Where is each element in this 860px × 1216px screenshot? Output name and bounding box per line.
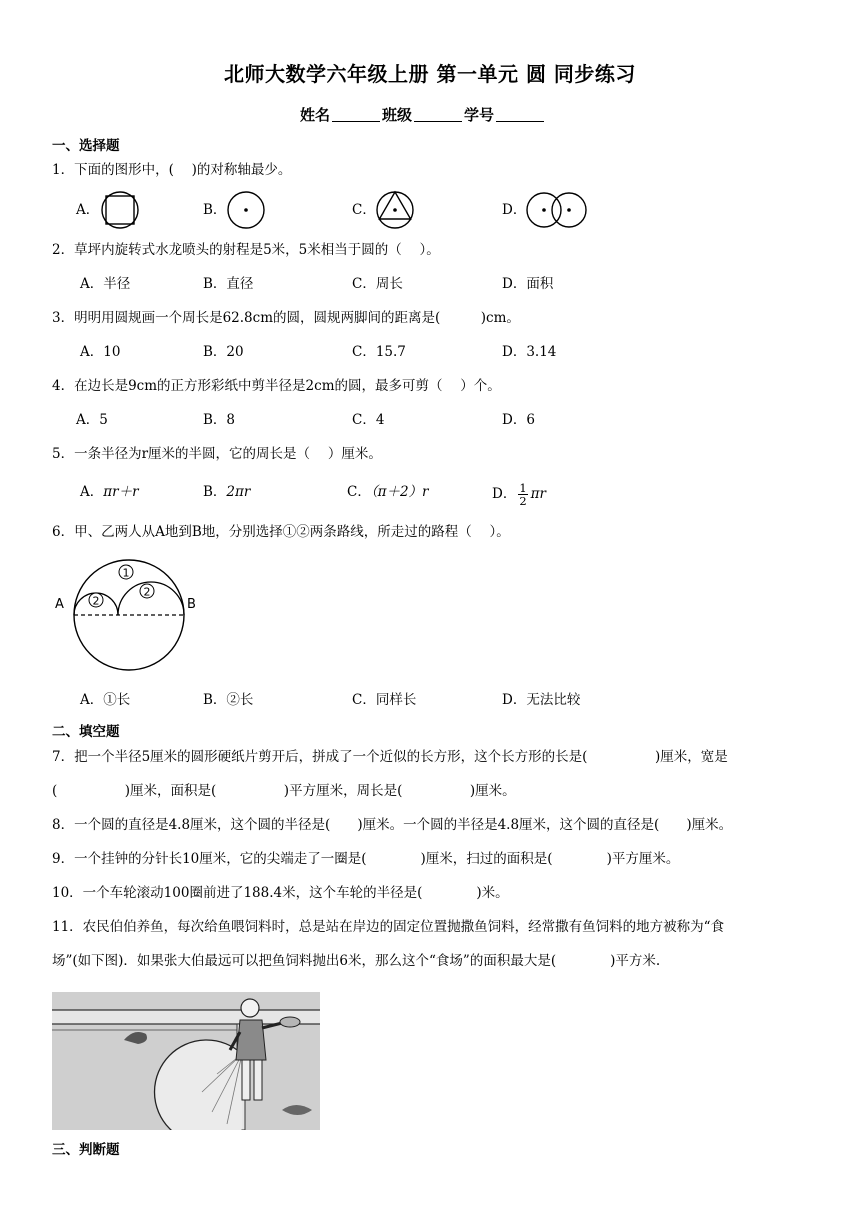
point-a-label: A [55, 597, 64, 612]
question-6-option-d[interactable]: D．无法比较 [502, 692, 581, 708]
question-5-option-d[interactable] [492, 482, 546, 507]
class-label: 班级 [382, 106, 413, 124]
question-1-option-c[interactable]: C． [352, 202, 376, 218]
question-6-option-c[interactable]: C．同样长 [352, 692, 417, 708]
route-2-label-left: 2 [92, 594, 100, 608]
two-overlapping-circles-icon [524, 191, 590, 229]
section-heading-true-false: 三、判断题 [52, 1142, 120, 1158]
circle-with-center-icon [224, 191, 270, 229]
question-8-text: 8．一个圆的直径是4.8厘米，这个圆的半径是( )厘米。一个圆的半径是4.8厘米，这个圆的直径是( )厘米。 [52, 817, 733, 833]
question-1-option-d[interactable]: D． [502, 202, 527, 218]
question-3-option-c[interactable]: C．15.7 [352, 344, 406, 360]
question-3-option-a[interactable]: A．10 [80, 344, 121, 360]
question-6-option-a[interactable]: A．①长 [80, 692, 131, 708]
name-label: 姓名 [300, 106, 331, 124]
section-heading-choice: 一、选择题 [52, 138, 120, 154]
number-label: 学号 [464, 106, 495, 124]
option-d-expression: πr [530, 486, 546, 502]
question-7-line-2: ( )厘米，面积是( )平方厘米，周长是( )厘米。 [52, 783, 516, 799]
question-5-option-c[interactable] [347, 482, 429, 502]
option-a-label: A． [80, 484, 104, 500]
question-1-option-b[interactable]: B． [203, 202, 227, 218]
option-c-label: C． [347, 484, 371, 500]
question-5-option-b[interactable] [203, 482, 250, 502]
option-c-expression: （π＋2）r [370, 484, 429, 500]
question-3-stem: 3．明明用圆规画一个周长是62.8cm的圆，圆规两脚间的距离是( )cm。 [52, 310, 520, 326]
question-1-option-a[interactable]: A． [76, 202, 100, 218]
question-2-option-c[interactable]: C．周长 [352, 276, 403, 292]
route-diagram [50, 552, 210, 687]
route-2-label-right: 2 [143, 585, 151, 599]
route-1-label: 1 [122, 566, 130, 580]
page-title: 北师大数学六年级上册 第一单元 圆 同步练习 [224, 62, 636, 86]
question-4-option-b[interactable]: B．8 [203, 412, 236, 428]
number-blank[interactable] [496, 107, 544, 122]
option-b-expression: 2πr [226, 484, 251, 500]
question-2-option-a[interactable]: A．半径 [80, 276, 131, 292]
question-9-text: 9．一个挂钟的分针长10厘米，它的尖端走了一圈是( )厘米，扫过的面积是( )平方厘米。 [52, 851, 680, 867]
question-5-stem: 5．一条半径为r厘米的半圆，它的周长是（ ）厘米。 [52, 446, 382, 462]
name-blank[interactable] [332, 107, 380, 122]
question-4-option-d[interactable]: D．6 [502, 412, 535, 428]
question-1-stem: 1．下面的图形中，( )的对称轴最少。 [52, 162, 292, 178]
question-3-option-d[interactable]: D．3.14 [502, 344, 557, 360]
question-4-option-a[interactable]: A．5 [76, 412, 108, 428]
student-info [300, 104, 546, 125]
question-7-line-1: 7．把一个半径5厘米的圆形硬纸片剪开后，拼成了一个近似的长方形，这个长方形的长是( )厘米，宽是 [52, 749, 728, 765]
square-in-circle-icon [98, 191, 144, 229]
question-11-line-2: 场”(如下图)．如果张大伯最远可以把鱼饲料抛出6米，那么这个“食场”的面积最大是( )平方米. [52, 953, 661, 969]
point-b-label: B [187, 597, 196, 612]
fish-feeding-illustration [52, 992, 320, 1130]
option-b-label: B． [203, 484, 227, 500]
question-3-option-b[interactable]: B．20 [203, 344, 244, 360]
question-5-option-a[interactable] [80, 482, 139, 502]
one-half-fraction: $\frac{1}{2}$ [519, 481, 527, 508]
question-11-line-1: 11．农民伯伯养鱼，每次给鱼喂饲料时，总是站在岸边的固定位置抛撒鱼饲料，经常撒有鱼饲料的地方被称为“食 [52, 919, 725, 935]
question-10-text: 10．一个车轮滚动100圈前进了188.4米，这个车轮的半径是( )米。 [52, 885, 509, 901]
triangle-in-circle-icon [375, 191, 421, 229]
question-4-stem: 4．在边长是9cm的正方形彩纸中剪半径是2cm的圆，最多可剪（ ）个。 [52, 378, 501, 394]
question-2-option-d[interactable]: D．面积 [502, 276, 554, 292]
question-4-option-c[interactable]: C．4 [352, 412, 385, 428]
option-d-label: D． [492, 486, 517, 502]
question-2-stem: 2．草坪内旋转式水龙喷头的射程是5米，5米相当于圆的（ ）。 [52, 242, 440, 258]
question-2-option-b[interactable]: B．直径 [203, 276, 254, 292]
option-a-expression: πr＋r [103, 484, 139, 500]
class-blank[interactable] [414, 107, 462, 122]
question-6-stem: 6．甲、乙两人从A地到B地，分别选择①②两条路线，所走过的路程（ ）。 [52, 524, 510, 540]
question-6-option-b[interactable]: B．②长 [203, 692, 254, 708]
section-heading-fill-in: 二、填空题 [52, 724, 120, 740]
